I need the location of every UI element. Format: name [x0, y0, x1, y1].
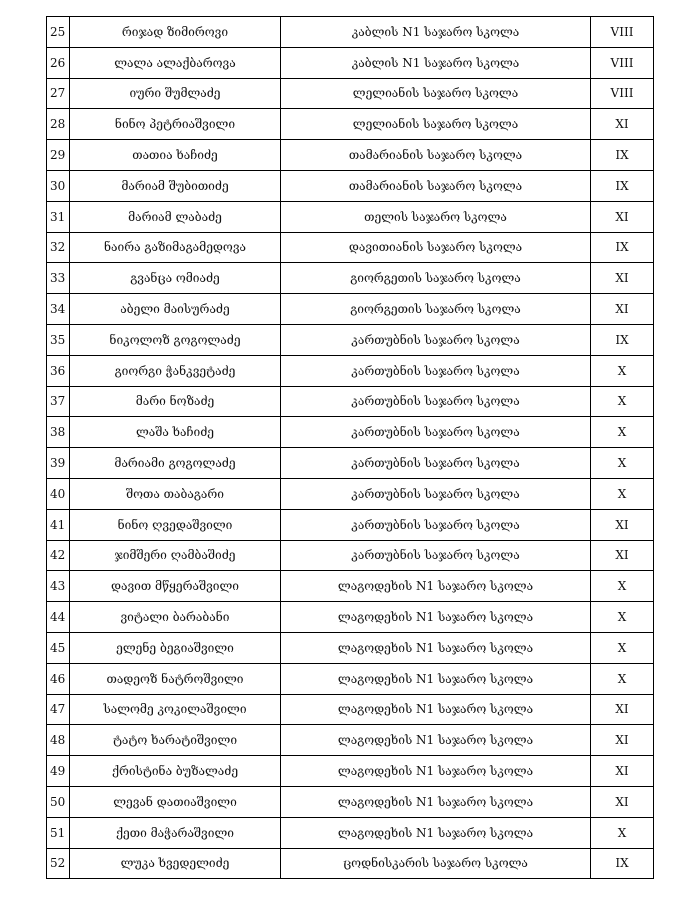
- school-name-cell: ლაგოდეხის N1 საჯარო სკოლა: [281, 694, 591, 725]
- school-name-cell: გიორგეთის საჯარო სკოლა: [281, 263, 591, 294]
- table-row: [47, 632, 654, 663]
- table-row: [47, 478, 654, 509]
- row-number-cell: 47: [47, 694, 70, 725]
- grade-cell: X: [591, 448, 654, 479]
- grade-cell: IX: [591, 232, 654, 263]
- student-name-cell: რიჯად ზიმიროვი: [70, 17, 281, 48]
- table-row: [47, 324, 654, 355]
- student-name-cell: სალომე კოკილაშვილი: [70, 694, 281, 725]
- table-row: [47, 170, 654, 201]
- table-row: [47, 756, 654, 787]
- row-number-cell: 30: [47, 170, 70, 201]
- grade-cell: XI: [591, 263, 654, 294]
- row-number-cell: 25: [47, 17, 70, 48]
- table-body: [47, 17, 654, 879]
- row-number-cell: 27: [47, 78, 70, 109]
- grade-cell: X: [591, 386, 654, 417]
- school-name-cell: კართუბნის საჯარო სკოლა: [281, 417, 591, 448]
- table-row: [47, 602, 654, 633]
- student-name-cell: გიორგი ჭანკვეტაძე: [70, 355, 281, 386]
- school-name-cell: კაბლის N1 საჯარო სკოლა: [281, 17, 591, 48]
- row-number-cell: 33: [47, 263, 70, 294]
- student-name-cell: ლალა ალაქბაროვა: [70, 47, 281, 78]
- row-number-cell: 39: [47, 448, 70, 479]
- student-name-cell: ტატო ხარატიშვილი: [70, 725, 281, 756]
- grade-cell: IX: [591, 848, 654, 879]
- school-name-cell: ლაგოდეხის N1 საჯარო სკოლა: [281, 756, 591, 787]
- student-name-cell: ჯიმშერი ღამბაშიძე: [70, 540, 281, 571]
- table-row: [47, 417, 654, 448]
- row-number-cell: 35: [47, 324, 70, 355]
- school-name-cell: კართუბნის საჯარო სკოლა: [281, 386, 591, 417]
- row-number-cell: 45: [47, 632, 70, 663]
- grade-cell: X: [591, 478, 654, 509]
- row-number-cell: 48: [47, 725, 70, 756]
- school-name-cell: ლელიანის საჯარო სკოლა: [281, 78, 591, 109]
- row-number-cell: 41: [47, 509, 70, 540]
- school-name-cell: ლაგოდეხის N1 საჯარო სკოლა: [281, 663, 591, 694]
- student-name-cell: ნიკოლოზ გოგოლაძე: [70, 324, 281, 355]
- row-number-cell: 42: [47, 540, 70, 571]
- school-name-cell: გიორგეთის საჯარო სკოლა: [281, 294, 591, 325]
- document-page: [46, 16, 653, 879]
- row-number-cell: 29: [47, 140, 70, 171]
- participants-table: [46, 16, 654, 879]
- table-row: [47, 725, 654, 756]
- row-number-cell: 34: [47, 294, 70, 325]
- student-name-cell: ნინო ღვედაშვილი: [70, 509, 281, 540]
- school-name-cell: კართუბნის საჯარო სკოლა: [281, 478, 591, 509]
- grade-cell: IX: [591, 170, 654, 201]
- row-number-cell: 37: [47, 386, 70, 417]
- row-number-cell: 43: [47, 571, 70, 602]
- grade-cell: X: [591, 602, 654, 633]
- grade-cell: X: [591, 571, 654, 602]
- row-number-cell: 46: [47, 663, 70, 694]
- row-number-cell: 38: [47, 417, 70, 448]
- grade-cell: VIII: [591, 78, 654, 109]
- student-name-cell: დავით მწყერაშვილი: [70, 571, 281, 602]
- school-name-cell: ცოდნისკარის საჯარო სკოლა: [281, 848, 591, 879]
- row-number-cell: 28: [47, 109, 70, 140]
- table-row: [47, 294, 654, 325]
- grade-cell: X: [591, 355, 654, 386]
- school-name-cell: თელის საჯარო სკოლა: [281, 201, 591, 232]
- grade-cell: XI: [591, 694, 654, 725]
- student-name-cell: მარი ნოზაძე: [70, 386, 281, 417]
- school-name-cell: კართუბნის საჯარო სკოლა: [281, 540, 591, 571]
- student-name-cell: ვიტალი ბარაბანი: [70, 602, 281, 633]
- table-row: [47, 386, 654, 417]
- row-number-cell: 40: [47, 478, 70, 509]
- school-name-cell: კართუბნის საჯარო სკოლა: [281, 324, 591, 355]
- student-name-cell: მარიამი გოგოლაძე: [70, 448, 281, 479]
- row-number-cell: 49: [47, 756, 70, 787]
- grade-cell: XI: [591, 201, 654, 232]
- school-name-cell: ლაგოდეხის N1 საჯარო სკოლა: [281, 817, 591, 848]
- school-name-cell: თამარიანის საჯარო სკოლა: [281, 140, 591, 171]
- table-row: [47, 140, 654, 171]
- school-name-cell: ლაგოდეხის N1 საჯარო სკოლა: [281, 632, 591, 663]
- table-row: [47, 786, 654, 817]
- student-name-cell: ქრისტინა ბუზალაძე: [70, 756, 281, 787]
- grade-cell: XI: [591, 509, 654, 540]
- row-number-cell: 32: [47, 232, 70, 263]
- table-row: [47, 109, 654, 140]
- table-row: [47, 232, 654, 263]
- table-row: [47, 694, 654, 725]
- grade-cell: XI: [591, 725, 654, 756]
- grade-cell: XI: [591, 756, 654, 787]
- table-row: [47, 848, 654, 879]
- grade-cell: VIII: [591, 17, 654, 48]
- grade-cell: X: [591, 817, 654, 848]
- student-name-cell: თათია ხაჩიძე: [70, 140, 281, 171]
- student-name-cell: ქეთი მაჭარაშვილი: [70, 817, 281, 848]
- student-name-cell: შოთა თაბაგარი: [70, 478, 281, 509]
- grade-cell: IX: [591, 140, 654, 171]
- student-name-cell: ნაირა გაზიმაგამედოვა: [70, 232, 281, 263]
- school-name-cell: ლელიანის საჯარო სკოლა: [281, 109, 591, 140]
- grade-cell: XI: [591, 294, 654, 325]
- grade-cell: XI: [591, 540, 654, 571]
- table-row: [47, 571, 654, 602]
- table-row: [47, 47, 654, 78]
- table-row: [47, 663, 654, 694]
- school-name-cell: კართუბნის საჯარო სკოლა: [281, 355, 591, 386]
- grade-cell: VIII: [591, 47, 654, 78]
- table-row: [47, 263, 654, 294]
- row-number-cell: 51: [47, 817, 70, 848]
- student-name-cell: გვანცა ომიაძე: [70, 263, 281, 294]
- grade-cell: X: [591, 663, 654, 694]
- school-name-cell: თამარიანის საჯარო სკოლა: [281, 170, 591, 201]
- student-name-cell: მარიამ შუბითიძე: [70, 170, 281, 201]
- table-row: [47, 78, 654, 109]
- student-name-cell: ლუკა ხვედელიძე: [70, 848, 281, 879]
- table-row: [47, 201, 654, 232]
- grade-cell: XI: [591, 786, 654, 817]
- table-row: [47, 448, 654, 479]
- school-name-cell: კართუბნის საჯარო სკოლა: [281, 448, 591, 479]
- school-name-cell: კაბლის N1 საჯარო სკოლა: [281, 47, 591, 78]
- student-name-cell: ელენე ბეგიაშვილი: [70, 632, 281, 663]
- student-name-cell: თადეოზ ნატროშვილი: [70, 663, 281, 694]
- student-name-cell: იური შუმლაძე: [70, 78, 281, 109]
- school-name-cell: ლაგოდეხის N1 საჯარო სკოლა: [281, 571, 591, 602]
- student-name-cell: ლაშა ხაჩიძე: [70, 417, 281, 448]
- table-row: [47, 540, 654, 571]
- student-name-cell: აბელი მაისურაძე: [70, 294, 281, 325]
- student-name-cell: მარიამ ლაბაძე: [70, 201, 281, 232]
- row-number-cell: 44: [47, 602, 70, 633]
- school-name-cell: ლაგოდეხის N1 საჯარო სკოლა: [281, 602, 591, 633]
- school-name-cell: დავითიანის საჯარო სკოლა: [281, 232, 591, 263]
- row-number-cell: 26: [47, 47, 70, 78]
- school-name-cell: ლაგოდეხის N1 საჯარო სკოლა: [281, 786, 591, 817]
- school-name-cell: კართუბნის საჯარო სკოლა: [281, 509, 591, 540]
- grade-cell: IX: [591, 324, 654, 355]
- grade-cell: X: [591, 632, 654, 663]
- grade-cell: X: [591, 417, 654, 448]
- table-row: [47, 17, 654, 48]
- row-number-cell: 50: [47, 786, 70, 817]
- table-row: [47, 509, 654, 540]
- student-name-cell: ლევან დათიაშვილი: [70, 786, 281, 817]
- row-number-cell: 52: [47, 848, 70, 879]
- table-row: [47, 355, 654, 386]
- row-number-cell: 36: [47, 355, 70, 386]
- student-name-cell: ნინო პეტრიაშვილი: [70, 109, 281, 140]
- school-name-cell: ლაგოდეხის N1 საჯარო სკოლა: [281, 725, 591, 756]
- grade-cell: XI: [591, 109, 654, 140]
- row-number-cell: 31: [47, 201, 70, 232]
- table-row: [47, 817, 654, 848]
